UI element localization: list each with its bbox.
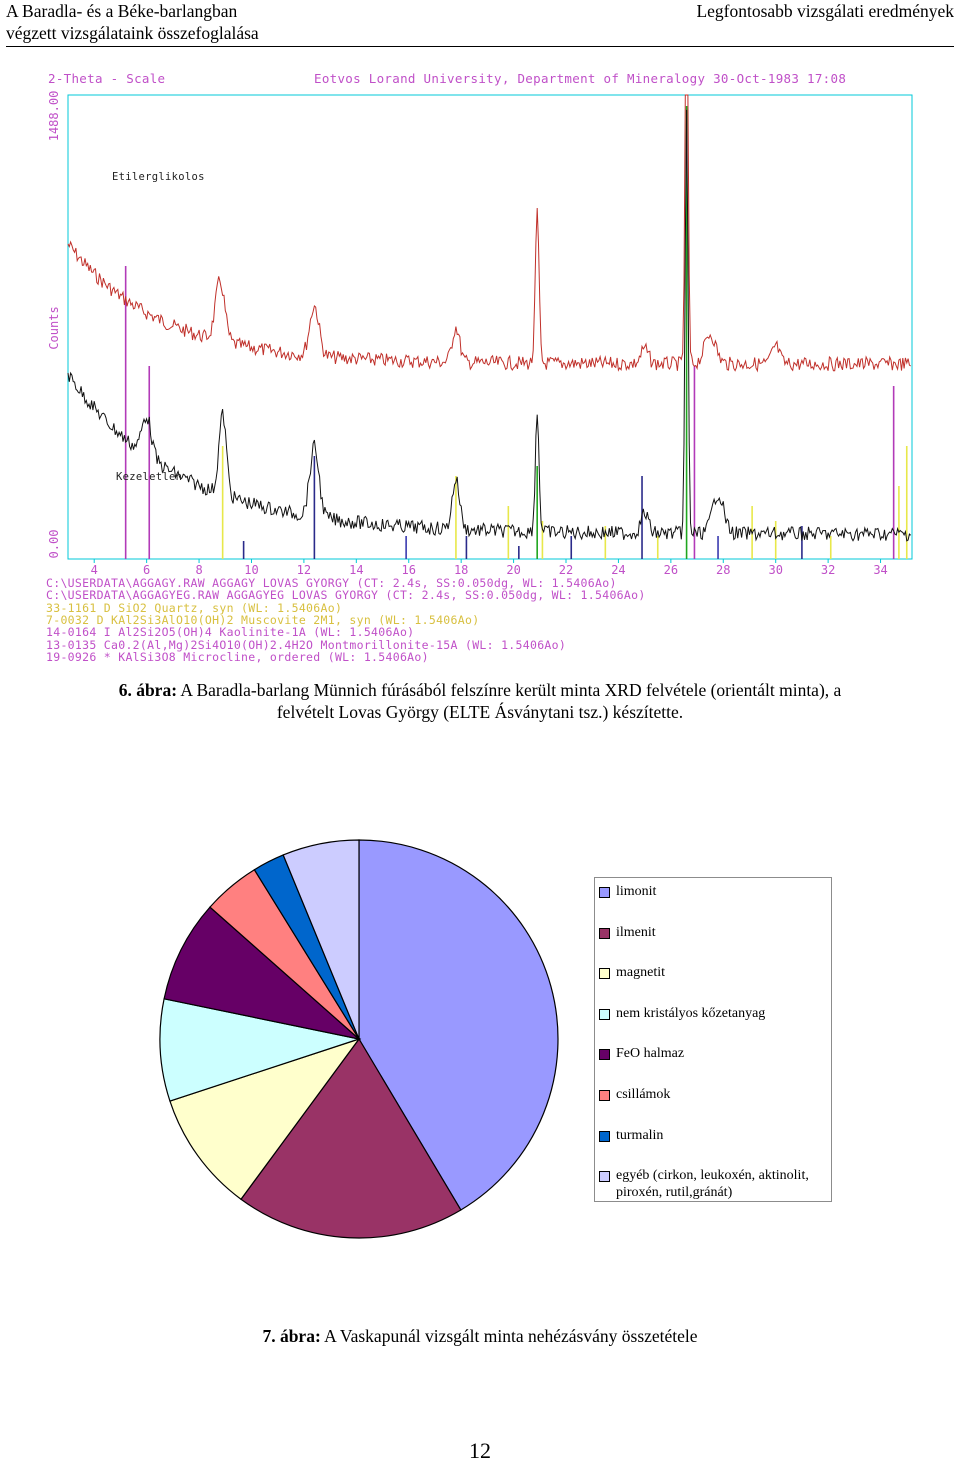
legend-label: magnetit	[616, 965, 665, 981]
figure7-caption	[100, 1325, 860, 1347]
legend-swatch	[599, 1009, 610, 1020]
legend-swatch	[599, 1171, 610, 1182]
xrd-x-tick-label: 14	[349, 563, 364, 577]
legend-label: FeO halmaz	[616, 1046, 685, 1062]
xrd-x-tick-label: 32	[820, 563, 836, 577]
figure7-text: A Vaskapunál vizsgált minta nehézásvány összetétele	[320, 1326, 698, 1346]
xrd-x-tick-label: 24	[611, 563, 626, 577]
pie-legend	[594, 877, 832, 1202]
xrd-x-tick-label: 22	[558, 563, 574, 577]
xrd-label-lower: Kezeletlen	[116, 471, 183, 483]
xrd-footer-line: 14-0164 I Al2Si2O5(OH)4 Kaolinite-1A (WL: 1.5406Ao)	[46, 625, 415, 640]
legend-swatch	[599, 887, 610, 898]
legend-label: limonit	[616, 884, 657, 899]
xrd-x-tick-label: 6	[143, 563, 151, 577]
xrd-figure	[40, 66, 920, 666]
xrd-x-tick-label: 12	[296, 563, 312, 577]
xrd-trace-ethylene-glycol	[68, 95, 911, 371]
figure6-text: A Baradla-barlang Münnich fúrásából felszínre került minta XRD felvétele (orientált minta), a felvételt Lovas György (ELTE Ásványtani tsz.) készítette.	[177, 680, 842, 722]
page-header	[6, 0, 954, 47]
xrd-plot	[40, 66, 920, 586]
figure6-caption	[100, 679, 860, 723]
xrd-label-upper: Etilerglikolos	[112, 171, 205, 183]
legend-swatch	[599, 968, 610, 979]
legend-swatch	[599, 1090, 610, 1101]
xrd-footer-line: 13-0135 Ca0.2(Al,Mg)2Si4O10(OH)2.4H2O Montmorillonite-15A (WL: 1.5406Ao)	[46, 637, 567, 652]
xrd-x-tick-label: 34	[873, 563, 888, 577]
legend-label: egyéb (cirkon, leukoxén, aktinolit, piroxén, rutil,gránát)	[616, 1168, 809, 1201]
xrd-scale-label: 2-Theta - Scale	[48, 71, 166, 86]
xrd-y-label: Counts	[47, 306, 61, 350]
xrd-x-tick-label: 30	[768, 563, 783, 577]
xrd-x-tick-label: 26	[663, 563, 679, 577]
figure7-label: 7. ábra:	[262, 1326, 321, 1346]
xrd-y-min: 0.00	[47, 529, 61, 559]
xrd-footer-line: 33-1161 D SiO2 Quartz, syn (WL: 1.5406Ao)	[46, 600, 343, 615]
xrd-footer-line: C:\USERDATA\AGGAGY.RAW AGGAGY LOVAS GYORGY (CT: 2.4s, SS:0.050dg, WL: 1.5406Ao)	[46, 576, 617, 590]
xrd-footer-line: C:\USERDATA\AGGAGYEG.RAW AGGAGYEG LOVAS GYORGY (CT: 2.4s, SS:0.050dg, WL: 1.5406Ao)	[46, 588, 646, 603]
xrd-x-tick-label: 20	[506, 563, 521, 577]
figure6-label: 6. ábra:	[118, 680, 178, 700]
xrd-footer	[46, 576, 916, 666]
xrd-y-max: 1488.00	[47, 90, 61, 142]
xrd-x-tick-label: 10	[244, 563, 259, 577]
legend-swatch	[599, 1131, 610, 1142]
xrd-x-tick-label: 8	[195, 563, 203, 577]
legend-label: turmalin	[616, 1127, 664, 1143]
header-title-line1: A Baradla- és a Béke-barlangban	[6, 1, 238, 21]
xrd-x-tick-label: 18	[453, 563, 469, 577]
legend-swatch	[599, 928, 610, 939]
page-number: 12	[469, 1438, 491, 1463]
header-title-line2: végzett vizsgálataink összefoglalása	[6, 23, 259, 43]
pie-chart	[150, 830, 570, 1250]
legend-label: ilmenit	[616, 924, 656, 940]
xrd-footer-line: 7-0032 D KAl2Si3AlO10(OH)2 Muscovite 2M1, syn (WL: 1.5406Ao)	[46, 612, 480, 627]
legend-label: csillámok	[616, 1087, 671, 1102]
xrd-x-tick-label: 4	[90, 563, 98, 577]
xrd-lab-label: Eotvos Lorand University, Department of Mineralogy 30-Oct-1983 17:08	[314, 71, 847, 86]
xrd-x-tick-label: 16	[401, 563, 416, 577]
header-left	[6, 0, 259, 44]
xrd-x-tick-label: 28	[716, 563, 731, 577]
legend-label: nem kristályos kőzetanyag	[616, 1005, 766, 1021]
xrd-footer-line: 19-0926 * KAlSi3O8 Microcline, ordered (WL: 1.5406Ao)	[46, 649, 429, 664]
legend-swatch	[599, 1049, 610, 1060]
header-section-title: Legfontosabb vizsgálati eredmények	[696, 1, 954, 21]
